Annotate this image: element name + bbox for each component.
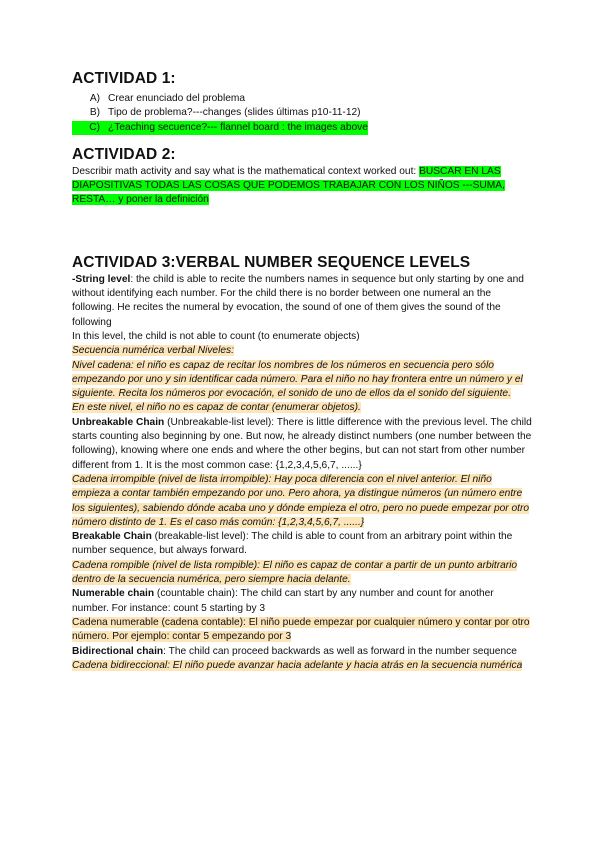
unbreakable-es-paragraph: Cadena irrompible (nivel de lista irrompible): Hay poca diferencia con el nivel anterior. El niño empieza a contar también empezando por uno. Pero ahora, ya distingue números (un número entre los siguientes), sabiendo dónde acaba uno y dónde empieza el otro, pero no puede empezar por otro número distinto de 1. Es el caso más común: {1,2,3,4,5,6,7, ......} <box>72 473 530 528</box>
list-item: B) Tipo de problema?---changes (slides últimas p10-11-12) <box>89 107 361 119</box>
string-level-paragraph: -String level: the child is able to recite the numbers names in sequence but only starting by one and without identifying each number. For the child there is no border between one numeral an the following. He recites the numeral by evocation, the sound of one of them gives the sound of the following <box>72 273 524 328</box>
bidirectional-paragraph: Bidirectional chain: The child can proceed backwards as well as forward in the number sequence <box>72 645 517 657</box>
act2-paragraph: Describir math activity and say what is the mathematical context worked out: BUSCAR EN LAS DIAPOSITIVAS TODAS LAS COSAS QUE PODEMOS TRABAJAR CON LOS NIÑOS ---SUMA, RESTA… y poner la definición <box>72 165 505 206</box>
act1-list <box>72 92 532 135</box>
act1-title: ACTIVIDAD 1: <box>72 70 176 87</box>
string-es-heading: Secuencia numérica verbal Niveles: <box>72 345 234 357</box>
unbreakable-paragraph: Unbreakable Chain (Unbreakable-list level): There is little difference with the previous level. The child starts counting also beginning by one. But now, he already distinct numbers (one number between the following), knowing where one ends and where the other begins, but can not start from other number different from 1. It is the most common case: {1,2,3,4,5,6,7, ......} <box>72 416 532 471</box>
list-item: A) Crear enunciado del problema <box>89 93 246 104</box>
document-page <box>72 70 532 673</box>
list-item: C) ¿Teaching secuence?--- flannel board : the images above <box>72 121 532 135</box>
string-level-note: In this level, the child is not able to count (to enumerate objects) <box>72 330 360 342</box>
numerable-paragraph: Numerable chain (countable chain): The child can start by any number and count for another number. For instance: count 5 starting by 3 <box>72 588 494 614</box>
act2-highlight: BUSCAR EN LAS DIAPOSITIVAS TODAS LAS COSAS QUE PODEMOS TRABAJAR CON LOS NIÑOS ---SUMA, RESTA… y poner la definición <box>72 165 505 206</box>
act2-title: ACTIVIDAD 2: <box>72 145 176 163</box>
act3-title: ACTIVIDAD 3:VERBAL NUMBER SEQUENCE LEVELS <box>72 253 471 271</box>
bidirectional-es-paragraph: Cadena bidireccional: El niño puede avanzar hacia adelante y hacia atrás en la secuencia numérica <box>72 659 523 671</box>
breakable-es-paragraph: Cadena rompible (nivel de lista rompible): El niño es capaz de contar a partir de un punto arbitrario dentro de la secuencia numérica, pero siempre hacia delante. <box>72 559 518 586</box>
breakable-paragraph: Breakable Chain (breakable-list level): The child is able to count from an arbitrary point within the number sequence, but always forward. <box>72 531 513 557</box>
string-es-paragraph: Nivel cadena: el niño es capaz de recitar los nombres de los números en secuencia pero sólo empezando por uno y sin identificar cada número. Para el niño no hay frontera entre un número y el siguiente. Recita los números por evocación, el sonido de uno de ellos da el sonido del siguiente. <box>72 359 523 400</box>
string-es-note: En este nivel, el niño no es capaz de contar (enumerar objetos). <box>72 402 361 414</box>
numerable-es-paragraph: Cadena numerable (cadena contable): El niño puede empezar por cualquier número y contar por otro número. Por ejemplo: contar 5 empezando por 3 <box>72 616 530 643</box>
